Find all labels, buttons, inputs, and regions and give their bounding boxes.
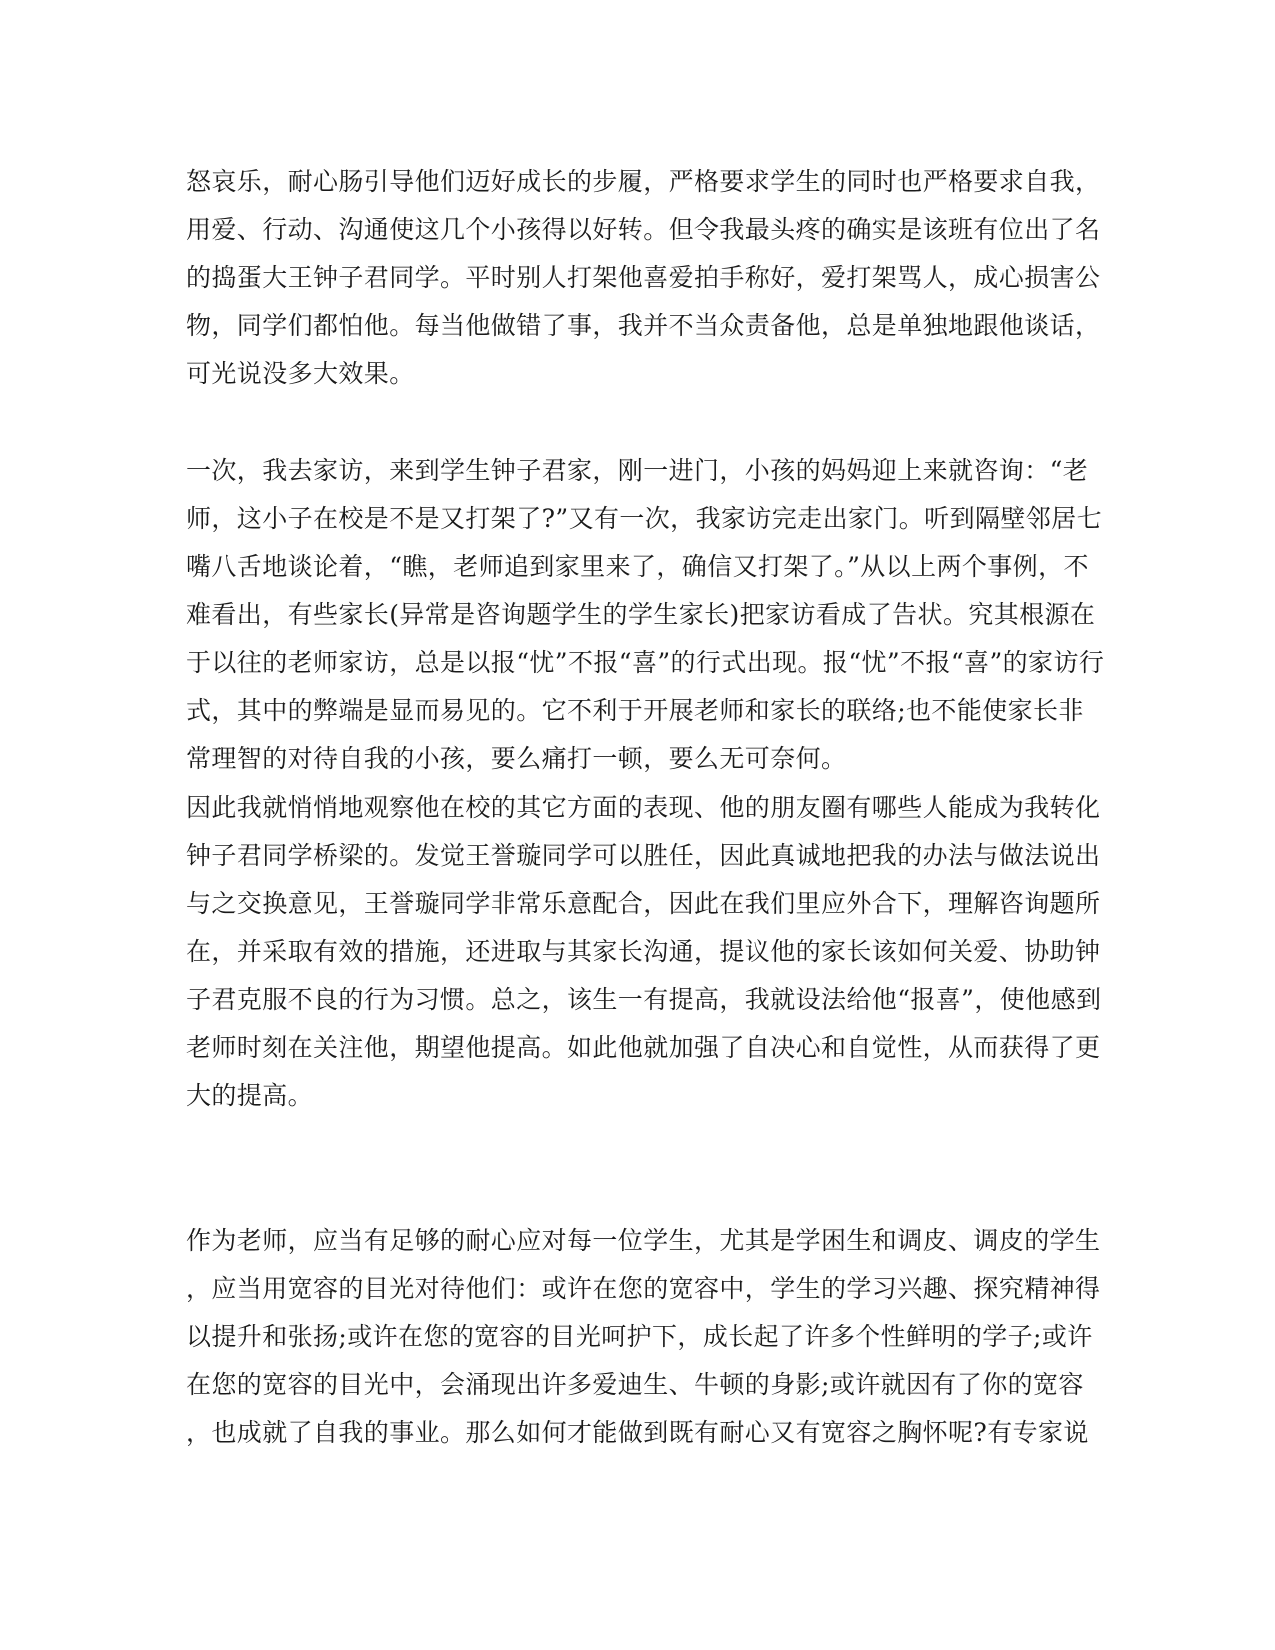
text-line: 在，并采取有效的措施，还进取与其家长沟通，提议他的家长该如何关爱、协助钟 xyxy=(186,937,1101,966)
paragraph-1 xyxy=(186,158,1101,398)
text-line: 在您的宽容的目光中，会涌现出许多爱迪生、牛顿的身影;或许就因有了你的宽容 xyxy=(186,1370,1084,1399)
text-line: 用爱、行动、沟通使这几个小孩得以好转。但令我最头疼的确实是该班有位出了名 xyxy=(186,215,1101,244)
text-line: 师，这小子在校是不是又打架了?”又有一次，我家访完走出家门。听到隔壁邻居七 xyxy=(186,504,1102,533)
text-line: 物，同学们都怕他。每当他做错了事，我并不当众责备他，总是单独地跟他谈话， xyxy=(186,311,1101,340)
text-line: 式，其中的弊端是显而易见的。它不利于开展老师和家长的联络;也不能使家长非 xyxy=(186,696,1084,725)
paragraph-3 xyxy=(186,784,1102,1120)
text-line: 怒哀乐，耐心肠引导他们迈好成长的步履，严格要求学生的同时也严格要求自我， xyxy=(186,167,1101,196)
text-line: 于以往的老师家访，总是以报“忧”不报“喜”的行式出现。报“忧”不报“喜”的家访行 xyxy=(186,648,1105,677)
text-line: ，也成就了自我的事业。那么如何才能做到既有耐心又有宽容之胸怀呢?有专家说 xyxy=(186,1418,1089,1447)
text-line: 以提升和张扬;或许在您的宽容的目光呵护下，成长起了许多个性鲜明的学子;或许 xyxy=(186,1322,1093,1351)
text-line: 子君克服不良的行为习惯。总之，该生一有提高，我就设法给他“报喜”，使他感到 xyxy=(186,985,1102,1014)
text-line: 作为老师，应当有足够的耐心应对每一位学生，尤其是学困生和调皮、调皮的学生 xyxy=(186,1226,1101,1255)
text-line: 嘴八舌地谈论着，“瞧，老师追到家里来了，确信又打架了。”从以上两个事例，不 xyxy=(186,552,1089,581)
paragraph-4 xyxy=(186,1217,1101,1457)
text-line: 难看出，有些家长(异常是咨询题学生的学生家长)把家访看成了告状。究其根源在 xyxy=(186,600,1096,629)
text-line: 可光说没多大效果。 xyxy=(186,359,415,388)
text-line: 大的提高。 xyxy=(186,1081,314,1110)
text-line: 常理智的对待自我的小孩，要么痛打一顿，要么无可奈何。 xyxy=(186,744,847,773)
text-line: 因此我就悄悄地观察他在校的其它方面的表现、他的朋友圈有哪些人能成为我转化 xyxy=(186,793,1101,822)
text-line: 与之交换意见，王誉璇同学非常乐意配合，因此在我们里应外合下，理解咨询题所 xyxy=(186,889,1101,918)
text-line: ，应当用宽容的目光对待他们：或许在您的宽容中，学生的学习兴趣、探究精神得 xyxy=(186,1274,1101,1303)
text-line: 钟子君同学桥梁的。发觉王誉璇同学可以胜任，因此真诚地把我的办法与做法说出 xyxy=(186,841,1101,870)
paragraph-2 xyxy=(186,447,1105,783)
text-line: 老师时刻在关注他，期望他提高。如此他就加强了自决心和自觉性，从而获得了更 xyxy=(186,1033,1101,1062)
text-line: 一次，我去家访，来到学生钟子君家，刚一进门，小孩的妈妈迎上来就咨询：“老 xyxy=(186,456,1089,485)
text-line: 的捣蛋大王钟子君同学。平时别人打架他喜爱拍手称好，爱打架骂人，成心损害公 xyxy=(186,263,1101,292)
